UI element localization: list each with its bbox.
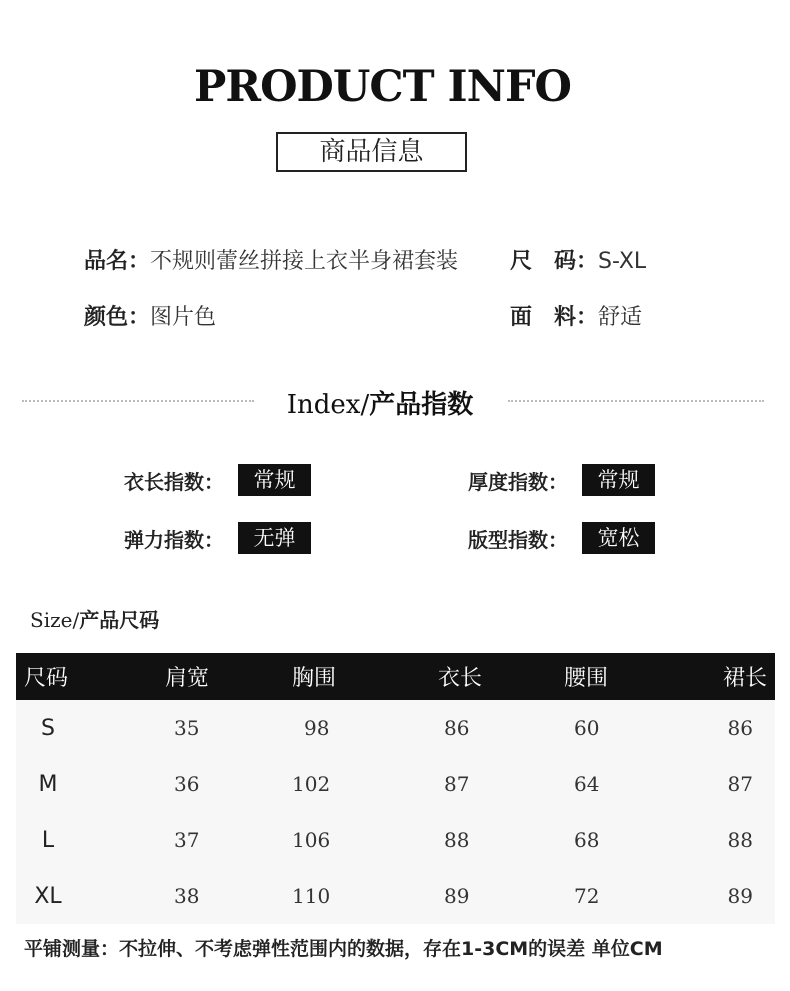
index-section-title: [0, 384, 760, 421]
product-name-value: 不规则蕾丝拼接上衣半身裙套装: [150, 249, 459, 274]
size-range-key: 尺 码：: [510, 249, 599, 274]
size-section-title: [30, 604, 159, 633]
cell-chest: 98: [292, 700, 368, 756]
cell-waist: 60: [564, 700, 658, 756]
cell-skirt-length: 89: [658, 868, 775, 924]
cell-shoulder: 35: [80, 700, 292, 756]
cell-size: L: [16, 812, 80, 868]
cell-skirt-length: 86: [658, 700, 775, 756]
index-label-length: 衣长指数：: [124, 470, 224, 494]
col-header-chest: 胸围: [292, 653, 368, 700]
index-chip-fit: 宽松: [582, 522, 655, 554]
col-header-length: 衣长: [368, 653, 564, 700]
table-row: [16, 812, 775, 868]
fabric-key: 面 料：: [510, 305, 599, 330]
cell-length: 89: [368, 868, 564, 924]
table-row: [16, 756, 775, 812]
color-key: 颜色：: [84, 305, 151, 330]
size-table-header-row: [16, 653, 775, 700]
cell-length: 88: [368, 812, 564, 868]
measurement-footnote: 平铺测量：不拉伸、不考虑弹性范围内的数据，存在1-3CM的误差 单位CM: [24, 938, 663, 960]
cell-size: S: [16, 700, 80, 756]
cell-chest: 102: [292, 756, 368, 812]
cell-skirt-length: 87: [658, 756, 775, 812]
index-label-thickness: 厚度指数：: [468, 470, 568, 494]
cell-size: XL: [16, 868, 80, 924]
index-title-cn: 产品指数: [369, 390, 474, 420]
index-chip-thickness: 常规: [582, 464, 655, 496]
page-subtitle-box: 商品信息: [276, 132, 467, 172]
cell-skirt-length: 88: [658, 812, 775, 868]
fabric-value: 舒适: [598, 305, 643, 330]
col-header-size: 尺码: [16, 653, 80, 700]
index-title-en: Index/: [286, 390, 370, 420]
cell-waist: 64: [564, 756, 658, 812]
size-table: [16, 653, 775, 924]
fabric-row: [510, 300, 642, 331]
color-value: 图片色: [150, 305, 217, 330]
cell-shoulder: 36: [80, 756, 292, 812]
cell-length: 87: [368, 756, 564, 812]
index-label-elasticity: 弹力指数：: [124, 528, 224, 552]
cell-length: 86: [368, 700, 564, 756]
cell-waist: 72: [564, 868, 658, 924]
color-row: [84, 300, 216, 331]
col-header-waist: 腰围: [564, 653, 658, 700]
col-header-shoulder: 肩宽: [80, 653, 292, 700]
table-row: [16, 868, 775, 924]
size-range-row: [510, 244, 646, 275]
index-chip-length: 常规: [238, 464, 311, 496]
cell-chest: 106: [292, 812, 368, 868]
size-title-cn: 产品尺码: [79, 608, 160, 632]
table-row: [16, 700, 775, 756]
cell-chest: 110: [292, 868, 368, 924]
cell-waist: 68: [564, 812, 658, 868]
index-chip-elasticity: 无弹: [238, 522, 311, 554]
product-name-row: [84, 244, 458, 275]
col-header-skirt-length: 裙长: [658, 653, 775, 700]
index-label-fit: 版型指数：: [468, 528, 568, 552]
cell-shoulder: 37: [80, 812, 292, 868]
cell-size: M: [16, 756, 80, 812]
cell-shoulder: 38: [80, 868, 292, 924]
size-title-en: Size/: [30, 608, 80, 632]
product-name-key: 品名：: [84, 249, 151, 274]
size-range-value: S-XL: [598, 249, 647, 274]
page-title: PRODUCT INFO: [194, 62, 571, 112]
